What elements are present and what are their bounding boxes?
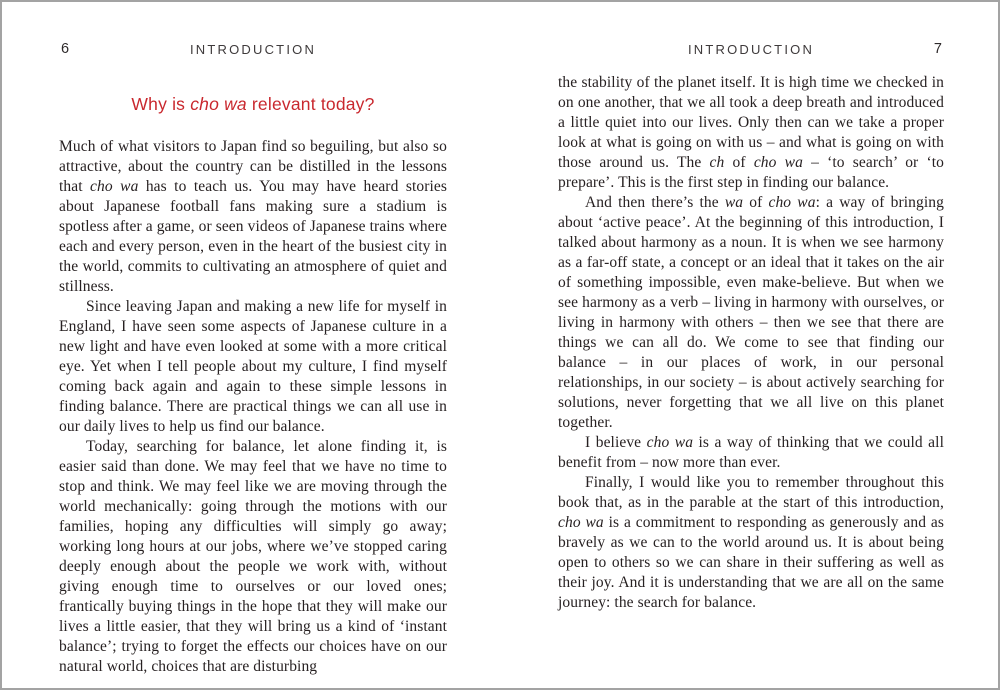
page-number-left: 6 [61, 41, 70, 57]
text-run: the stability of the planet itself. It is high time we checked in on one another, that we all took a deep breath and introduced a little quiet into our lives. Only then can we take a proper look at what is going on with us – and what is going on with those around us. The [558, 74, 944, 171]
running-header-right: INTRODUCTION [687, 42, 815, 57]
text-run: Finally, I would like you to remember throughout this book that, as in the parable at the start of this introduction, [558, 474, 944, 511]
text-run: Much of what visitors to Japan find so beguiling, but also so attractive, about the country can be distilled in the lessons that [59, 138, 447, 195]
paragraph [558, 473, 944, 613]
paragraph [59, 137, 447, 297]
paragraph [59, 437, 447, 677]
text-run: of [743, 194, 769, 211]
italic-term: cho wa [768, 194, 816, 211]
paragraph [558, 73, 944, 193]
body-text-left [59, 137, 447, 677]
text-run: Since leaving Japan and making a new life for myself in England, I have seen some aspects of Japanese culture in a new light and have even looked at some with a more critical eye. Yet when I tell people about my culture, I find myself coming back again and again to these simple lessons in finding balance. There are practical things we can all use in our daily lives to help us find our balance. [59, 298, 447, 435]
body-text-right [558, 73, 944, 613]
text-run: Today, searching for balance, let alone finding it, is easier said than done. We may feel that we have no time to stop and think. We may feel like we are moving through the world mechanically: going through the motions with our families, hoping any difficulties will simply go away; working long hours at our jobs, where we’ve stopped caring deeply enough about the people we work with, without giving enough time to ourselves or our loved ones; frantically buying things in the hope that they will make our lives a little easier, that they will bring us a kind of ‘instant balance’; trying to forget the effects our choices have on our natural world, choices that are disturbing [59, 438, 447, 675]
paragraph [558, 433, 944, 473]
text-run: is a commitment to responding as generously and as bravely as we can to the world around us. It is about being open to others so we can share in their suffering as well as their joy. And it is understanding that we are all on the same journey: the search for balance. [558, 514, 944, 611]
italic-term: cho wa [190, 94, 247, 114]
text-run: of [724, 154, 754, 171]
section-heading [59, 94, 447, 115]
running-header-left: INTRODUCTION [189, 42, 317, 57]
paragraph [59, 297, 447, 437]
text-run: relevant today? [246, 94, 375, 114]
text-run: I believe [585, 434, 647, 451]
page-number-right: 7 [933, 41, 942, 57]
italic-term: cho wa [646, 434, 694, 451]
italic-term: wa [724, 194, 744, 211]
italic-term: cho wa [90, 178, 139, 195]
text-run: is a way of thinking that we could all benefit from – now more than ever. [558, 434, 944, 471]
page-right [558, 2, 944, 688]
text-run: – ‘to search’ or ‘to prepare’. This is the first step in finding our balance. [558, 154, 944, 191]
text-run: : a way of bringing about ‘active peace’. At the beginning of this introduction, I talked about harmony as a noun. It is when we see harmony as a far-off state, a concept or an ideal that it takes on the air of something impossible, even make-believe. But when we see harmony as a verb – living in harmony with ourselves, or living in harmony with others – then we see that there are things we can all do. We come to see that finding our balance – in our places of work, in our personal relationships, in our society – is about actively searching for solutions, never forgetting that we all live on this planet together. [558, 194, 944, 431]
text-run: Why is [131, 94, 191, 114]
italic-term: cho wa [753, 154, 803, 171]
italic-term: ch [709, 154, 725, 171]
text-run: has to teach us. You may have heard stories about Japanese football fans making sure a stadium is spotless after a game, or seen videos of Japanese trains where each and every person, even in the heart of the busiest city in the world, commits to cultivating an atmosphere of quiet and stillness. [59, 178, 447, 295]
text-run: And then there’s the [585, 194, 725, 211]
paragraph [558, 193, 944, 433]
italic-term: cho wa [558, 514, 604, 531]
page-left [59, 2, 447, 688]
